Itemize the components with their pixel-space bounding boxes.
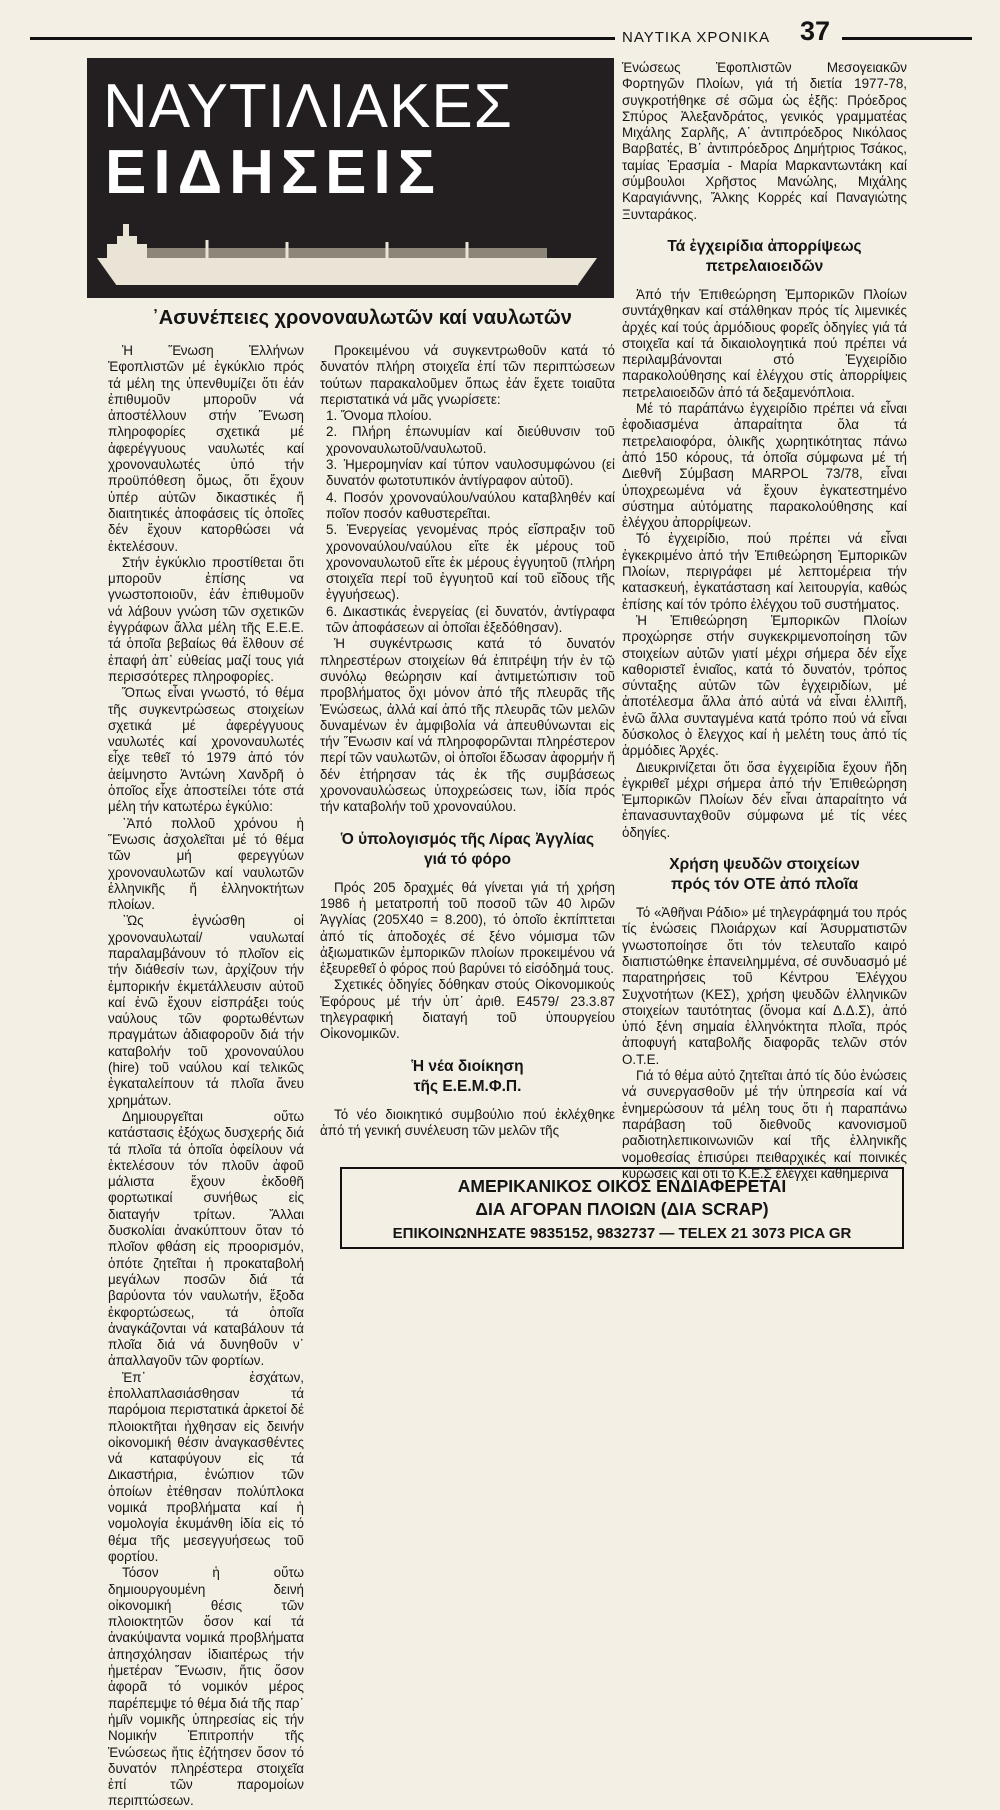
paragraph: Ἀπό τήν Ἐπιθεώρηση Ἐμπορικῶν Πλοίων συντάχθηκαν καί στάλθηκαν πρός τίς λιμενικές ἀρχές καί τούς ἁρμόδιους φορεῖς ὁδηγίες γιά τά στοιχεῖα καί τά δικαιολογητικά πού πρέπει νά περιλαμβάνονται στό Ἐγχειρίδιο παρακολούθησης καί ἐλέγχου στίς ἀπορρίψεις πετρελαιοειδῶν ἀπό τά δεξαμενόπλοια. (622, 286, 907, 400)
article3-headline-line2: τῆς Ε.Ε.Μ.Φ.Π. (413, 1077, 522, 1095)
article2-headline-line1: Ὁ ὑπολογισμός τῆς Λίρας Ἀγγλίας (340, 830, 595, 848)
paragraph: ᾽Ὡς ἐγνώσθη οἱ χρονοναυλωταί/ ναυλωταί παραλαμβάνουν τό πλοῖον εἰς τήν διάθεσίν των, ἀρχίζουν τήν ἐμπορικήν ἐκμετάλλευσιν αὐτοῦ καί ἐνῶ ἔχουν εἰσπράξει τούς ναύλους τῶν φορτωθέντων πραγμάτων ἀδιαφοροῦν διά τήν καταβολήν τοῦ χρονοναύλου (hire) τοῦ ναύλου καί τελικῶς ἐγκαταλείπουν τά πλοῖα ἄνευ χρημάτων. (108, 913, 304, 1108)
header-rule-right (842, 37, 972, 40)
article4-headline (622, 237, 907, 277)
header-rule-left (30, 37, 615, 40)
list-item: 1. Ὄνομα πλοίου. (326, 408, 432, 424)
column-1 (108, 343, 304, 1810)
banner-title-line1: ΝΑΥΤΙΛΙΑΚΕΣ (103, 72, 514, 141)
paragraph: Ἡ Ἐπιθεώρηση Ἐμπορικῶν Πλοίων προχώρησε στήν συγκεκριμενοποίηση τῶν στοιχείων αὐτῶν γιατί μέχρι σήμερα δέν εἶχε καθοριστεῖ ἑνιαῖος, κατά τό δυνατόν, τρόπος σύνταξης αὐτῶν τῶν ἐγχειριδίων, μέ ἀποτέλεσμα ἄλλα ἀπό αὐτά νά εἶναι ἐλλιπῆ, ἐνῶ ἄλλα συνταγμένα κατά τρόπο πού νά εἶναι δύσκολος ὁ ἔλεγχος καί ἡ μελέτη τους ἀπό τίς ἁρμόδιες Ἀρχές. (622, 612, 907, 759)
advert-line3: ΕΠΙΚΟΙΝΩΝΗΣΑΤΕ 9835152, 9832737 — TELEX 21 3073 PICA GR (392, 1225, 852, 1242)
list-item: 5. Ἐνεργείας γενομένας πρός εἴσπραξιν τοῦ χρονοναύλου/ναύλου εἴτε ἐκ μέρους τοῦ χρονοναυλωτοῦ εἴτε ἐκ μέρους ἐγγυητοῦ (πλήρη στοιχεῖα περί τοῦ ἐγγυητοῦ καί τοῦ εἴδους τῆς ἐγγυήσεως). (326, 522, 615, 603)
article5-headline-line1: Χρήση ψευδῶν στοιχείων (669, 856, 860, 874)
column-2 (320, 343, 615, 1139)
list-item: 4. Ποσόν χρονοναύλου/ναύλου καταβληθέν καί ποῖον ποσόν καθυστερεῖται. (326, 489, 615, 521)
paragraph: Διευκρινίζεται ὅτι ὅσα ἐγχειρίδια ἔχουν ἤδη ἐγκριθεῖ μέχρι σήμερα ἀπό τήν Ἐπιθεώρηση Ἐμπορικῶν Πλοίων δέν εἶναι ἀπαραίτητο νά ἐπανασυνταχθοῦν σύμφωνα μέ τίς νέες ὁδηγίες. (622, 759, 907, 840)
advert-line2: ΔΙΑ ΑΓΟΡΑΝ ΠΛΟΙΩΝ (ΔΙΑ SCRAP) (475, 1199, 769, 1219)
article3-headline (320, 1057, 615, 1097)
paragraph: Γιά τό θέμα αὐτό ζητεῖται ἀπό τίς δύο ἑνώσεις νά συνεργασθοῦν μέ τήν ὑπηρεσία καί νά ἐνημερώσουν τά μέλη τους ὅτι ἡ παραπάνω παράβαση τοῦ διεθνοῦς κανονισμοῦ ραδιοτηλεπικοινωνιῶν καί τῆς ἑλληνικῆς νομοθεσίας ἐπισύρει πειθαρχικές καί ποινικές κυρώσεις καί ὅτι τό Κ.Ε.Σ ἐλέγχει καθημερινά (622, 1068, 907, 1181)
list-item: 3. Ἡμερομηνίαν καί τύπον ναυλοσυμφώνου (εἰ δυνατόν φωτοτυπικόν ἀντίγραφον αὐτοῦ). (326, 457, 615, 489)
paragraph: Ὅπως εἶναι γνωστό, τό θέμα τῆς συγκεντρώσεως στοιχείων σχετικά μέ ἀφερέγγυους ναυλωτές καί χρονοναυλωτές εἶχε τεθεῖ τό 1979 ἀπό τόν ἀείμνηστο Ἀντώνη Χανδρῆ ὁ ὁποῖος εἶχε ἀποστείλει τότε στά μέλη τήν κατωτέρω ἐγκύλιο: (108, 685, 304, 815)
advert-line1: ΑΜΕΡΙΚΑΝΙΚΟΣ ΟΙΚΟΣ ΕΝΔΙΑΦΕΡΕΤΑΙ (457, 1176, 787, 1196)
paragraph: Ἡ Ἕνωση Ἑλλήνων Ἐφοπλιστῶν μέ ἐγκύκλιο πρός τά μέλη της ὑπενθυμίζει ὅτι ἐάν ἐπιθυμοῦν μποροῦν νά ἀποστέλλουν στήν Ἕνωση πληροφορίες σχετικά μέ ἀφερέγγυους ναυλωτές καί χρονοναυλωτές ὑπό τήν προϋπόθεση ὅμως, ὅτι ἔχουν ὑπέρ αὐτῶν δικαστικές ἤ διαιτητικές ἀποφάσεις τίς ὁποῖες δέν ἔχουν κατορθώσει νά ἐκτελέσουν. (108, 343, 304, 554)
paragraph: Ἑνώσεως Ἐφοπλιστῶν Μεσογειακῶν Φορτηγῶν Πλοίων, γιά τή διετία 1977-78, συγκροτήθηκε σέ σῶμα ὡς ἑξῆς: Πρόεδρος Σπύρος Ἀλεξανδράτος, γενικός γραμματέας Μιχάλης Σαρλῆς, Α᾽ ἀντιπρόεδρος Νικόλαος Βαρβατές, Β᾽ ἀντιπρόεδρος Δημήτριος Τσάκος, ταμίας Ἐρασμία - Μαρία Μαρκαντωντάκη καί σύμβουλοι Χρῆστος Μανώλης, Μιχάλης Καραγιάννης, Ἄλκης Κορρές καί Παναγιώτης Ξυνταράκος. (622, 60, 907, 222)
paragraph: Τό νέο διοικητικό συμβούλιο πού ἐκλέχθηκε ἀπό τή γενική συνέλευση τῶν μελῶν τῆς (320, 1106, 615, 1138)
paragraph: Τό «Ἀθῆναι Ράδιο» μέ τηλεγράφημά του πρός τίς ἑνώσεις Πλοιάρχων καί Ἀσυρματιστῶν γνωστοποίησε ὅτι τόν τελευταῖο καιρό διαπιστώθηκε ἐπανειλημμένα, σέ συνδυασμό μέ παρατηρήσεις τοῦ Κέντρου Ἐλέγχου Συχνοτήτων (ΚΕΣ), χρήση ψευδῶν ἑλληνικῶν στοιχείων ταυτότητας (ὄνομα καί Δ.Δ.Σ), ἀπό ὑπό ξένη σημαία ἑλληνόκτητα πλοῖα, πρός ἀποφυγή καταβολῆς διαφορᾶς τελῶν στόν Ο.Τ.Ε. (622, 905, 907, 1067)
paragraph: Προκειμένου νά συγκεντρωθοῦν κατά τό δυνατόν πλήρη στοιχεῖα ἐπί τῶν περιπτώσεων τούτων παρακαλοῦμεν ὅπως ἐάν ἔχετε τοιαῦτα περιστατικά νά μᾶς γνωρίσετε: (320, 343, 615, 407)
list-item: 2. Πλήρη ἐπωνυμίαν καί διεύθυνσιν τοῦ χρονοναυλωτοῦ/ναυλωτοῦ. (326, 424, 615, 456)
article4-headline-line1: Τά ἐγχειρίδια ἀπορρίψεως (667, 237, 862, 255)
paragraph: ᾽Ἀπό πολλοῦ χρόνου ἡ Ἕνωσις ἀσχολεῖται μέ τό θέμα τῶν μή φερεγγύων χρονοναυλωτῶν καί ναυλωτῶν ἑλληνικῆς ἤ ἑλληνοκτήτων πλοίων. (108, 815, 304, 913)
paragraph: Πρός 205 δραχμές θά γίνεται γιά τή χρήση 1986 ἡ μετατροπή τοῦ ποσοῦ τῶν 40 λιρῶν Ἀγγλίας (205Χ40 = 8.200), τό ὁποῖο ἐκπίπτεται ἀπό τίς ἀποδοχές σέ ξένο νόμισμα τῶν ἀξιωματικῶν ἐμπορικῶν πλοίων προκειμένου νά ἐξευρεθεῖ ὁ φόρος πού βαρύνει τό εἰσόδημά τους. (320, 879, 615, 977)
paragraph: Ἡ συγκέντρωσις κατά τό δυνατόν πληρεστέρων στοιχείων θά ἐπιτρέψη τήν ἐν τῷ συνόλῳ θεώρησιν καί ἀντιμετώπισιν τοῦ προβλήματος ὄχι μόνον ἀπό τῆς πλευρᾶς τῆς Ἑνώσεως, ἀλλά καί ἀπό τῆς πλευρᾶς τῶν μελῶν δυναμένων ἐν ἀμφιβολία νά ἀπευθύνωνται εἰς τήν Ἕνωσιν καί νά πληροφορῶνται πληρέστερον περί τῶν ναυλωτῶν, οἱ ὁποῖοι ἔδωσαν ἀφορμήν ἤ δέν ἐτήρησαν τάς ἐκ τῆς συμβάσεως χρονοναυλώσεως ὑποχρεώσεις των, ἰδία πρός τήν καταβολήν τοῦ χρονοναύλου. (320, 636, 615, 815)
paragraph: Μέ τό παράπάνω ἐγχειρίδιο πρέπει νά εἶναι ἐφοδιασμένα ἀπαραίτητα ὅλα τά πετρελαιοφόρα, ὁλικῆς χωρητικότητας πάνω ἀπό 150 κόρους, τά ὁποῖα σύμφωνα μέ τή Διεθνῆ Σύμβαση MARPOL 73/78, εἶναι ὑποχρεωμένα νά ἔχουν ἐγκατεστημένο σύστημα αὐτόματης παρακολούθησης καί ἐλέγχου ἀπορρίψεων. (622, 401, 907, 531)
article4-headline-line2: πετρελαιοειδῶν (705, 257, 824, 275)
article5-headline (622, 855, 907, 895)
paragraph: Τόσον ἡ οὕτω δημιουργουμένη δεινή οἰκονομική θέσις τῶν πλοιοκτητῶν ὅσον καί τά ἀνακύψαντα νομικά προβλήματα ἀπησχόλησαν ἰδιαιτέρως τήν ἡμετέραν Ἕνωσιν, ἥτις ὅσον ἀφορᾶ τό νομικόν μέρος παρέπεμψε τό θέμα διά τῆς παρ᾽ ἡμῖν νομικῆς ὑπηρεσίας εἰς τήν Νομικήν Ἐπιτροπήν τῆς Ἑνώσεως ἥτις ἐζήτησεν ὅσον τό δυνατόν πληρέστερα στοιχεῖα ἐπί τῶν παρομοίων περιπτώσεων. (108, 1565, 304, 1809)
ship-illustration-icon (87, 58, 614, 298)
article3-headline-line1: Ἡ νέα διοίκηση (411, 1057, 524, 1075)
advert-box (340, 1167, 904, 1249)
list-item: 6. Δικαστικάς ἐνεργείας (εἰ δυνατόν, ἀντίγραφα τῶν ἀποφάσεων αἱ ὁποῖαι ἐξεδόθησαν). (326, 603, 615, 636)
paragraph: Σχετικές ὁδηγίες δόθηκαν στούς Οἰκονομικούς Ἐφόρους μέ τήν ὑπ᾽ ἀριθ. Ε4579/ 23.3.87 τηλεγραφική διαταγή τοῦ ὑπουργείου Οἰκονομικῶν. (320, 977, 615, 1042)
page-number: 37 (800, 16, 831, 46)
column-3 (622, 60, 907, 1182)
paragraph: Στήν ἐγκύκλιο προστίθεται ὅτι μποροῦν ἐπίσης να γνωστοποιοῦν, ἐάν ἐπιθυμοῦν νά λάβουν γνώση τῶν σχετικῶν ἐγγράφων ἄλλα μέλη τῆς Ε.Ε.Ε. τά ὁποῖα βεβαίως θά ἔλθουν σέ ἐπαφή ἀπ᾽ εὐθείας μαζί τους γιά περισσότερες πληροφορίες. (108, 554, 304, 684)
running-title: ΝΑΥΤΙΚΑ ΧΡΟΝΙΚΑ (622, 29, 771, 46)
paragraph: Ἐπ᾽ ἐσχάτων, ἐπολλαπλασιάσθησαν τά παρόμοια περιστατικά ἀρκετοί δέ πλοιοκτῆται ἠχθησαν εἰς δεινήν οἰκονομική θέσιν ἀναγκασθέντες νά καταφύγουν εἰς τά Δικαστήρια, ἐνώπιον τῶν ὁποίων ἐτέθησαν πολύπλοκα νομικά προβλήματα καί ἡ νομολογία ἐκυμάνθη ἰδία εἰς τό θέμα τῆς μεσεγγυήσεως τοῦ φορτίου. (108, 1369, 304, 1564)
paragraph: Τό ἐγχειρίδιο, πού πρέπει νά εἶναι ἐγκεκριμένο ἀπό τήν Ἐπιθεώρηση Ἐμπορικῶν Πλοίων, περιγράφει μέ λεπτομέρεια τήν κατασκευή, ἐγκατάσταση καί λειτουργία, καθώς ἐπίσης καί τόν τρόπο ἐλέγχου τοῦ συστήματος. (622, 531, 907, 612)
article1-headline: ᾽Ασυνέπειες χρονοναυλωτῶν καί ναυλωτῶν (152, 307, 572, 329)
section-banner (87, 58, 614, 298)
article2-headline-line2: γιά τό φόρο (423, 850, 512, 868)
article5-headline-line2: πρός τόν ΟΤΕ ἀπό πλοῖα (671, 876, 858, 894)
paragraph: Δημιουργεῖται οὕτω κατάστασις ἐξόχως δυσχερής διά τά πλοῖα τά ὁποῖα ὀφείλουν νά ἐκτελέσουν τόν πλοῦν ἀφοῦ μάλιστα ἔχουν ἐκδοθῆ φορτωτικαί συνήθως εἰς διαταγήν τρίτων. Ἄλλαι δυσκολίαι ἀνακύπτουν ὅταν τό πλοῖον φθάση εἰς προορισμόν, ὁπότε ζητεῖται ἡ προκαταβολή μεγάλων ποσῶν διά τά βαρύοντα τόν ναυλωτήν, ἔξοδα ἐκφορτώσεως, τά ὁποῖα ἀναγκάζονται νά καταβάλουν τά πλοῖα διά νά δυνηθοῦν ν᾽ ἀπαλλαγοῦν τῶν φορτίων. (108, 1108, 304, 1369)
banner-title-line2: ΕΙΔΗΣΕΙΣ (105, 138, 442, 207)
article2-headline (320, 830, 615, 870)
